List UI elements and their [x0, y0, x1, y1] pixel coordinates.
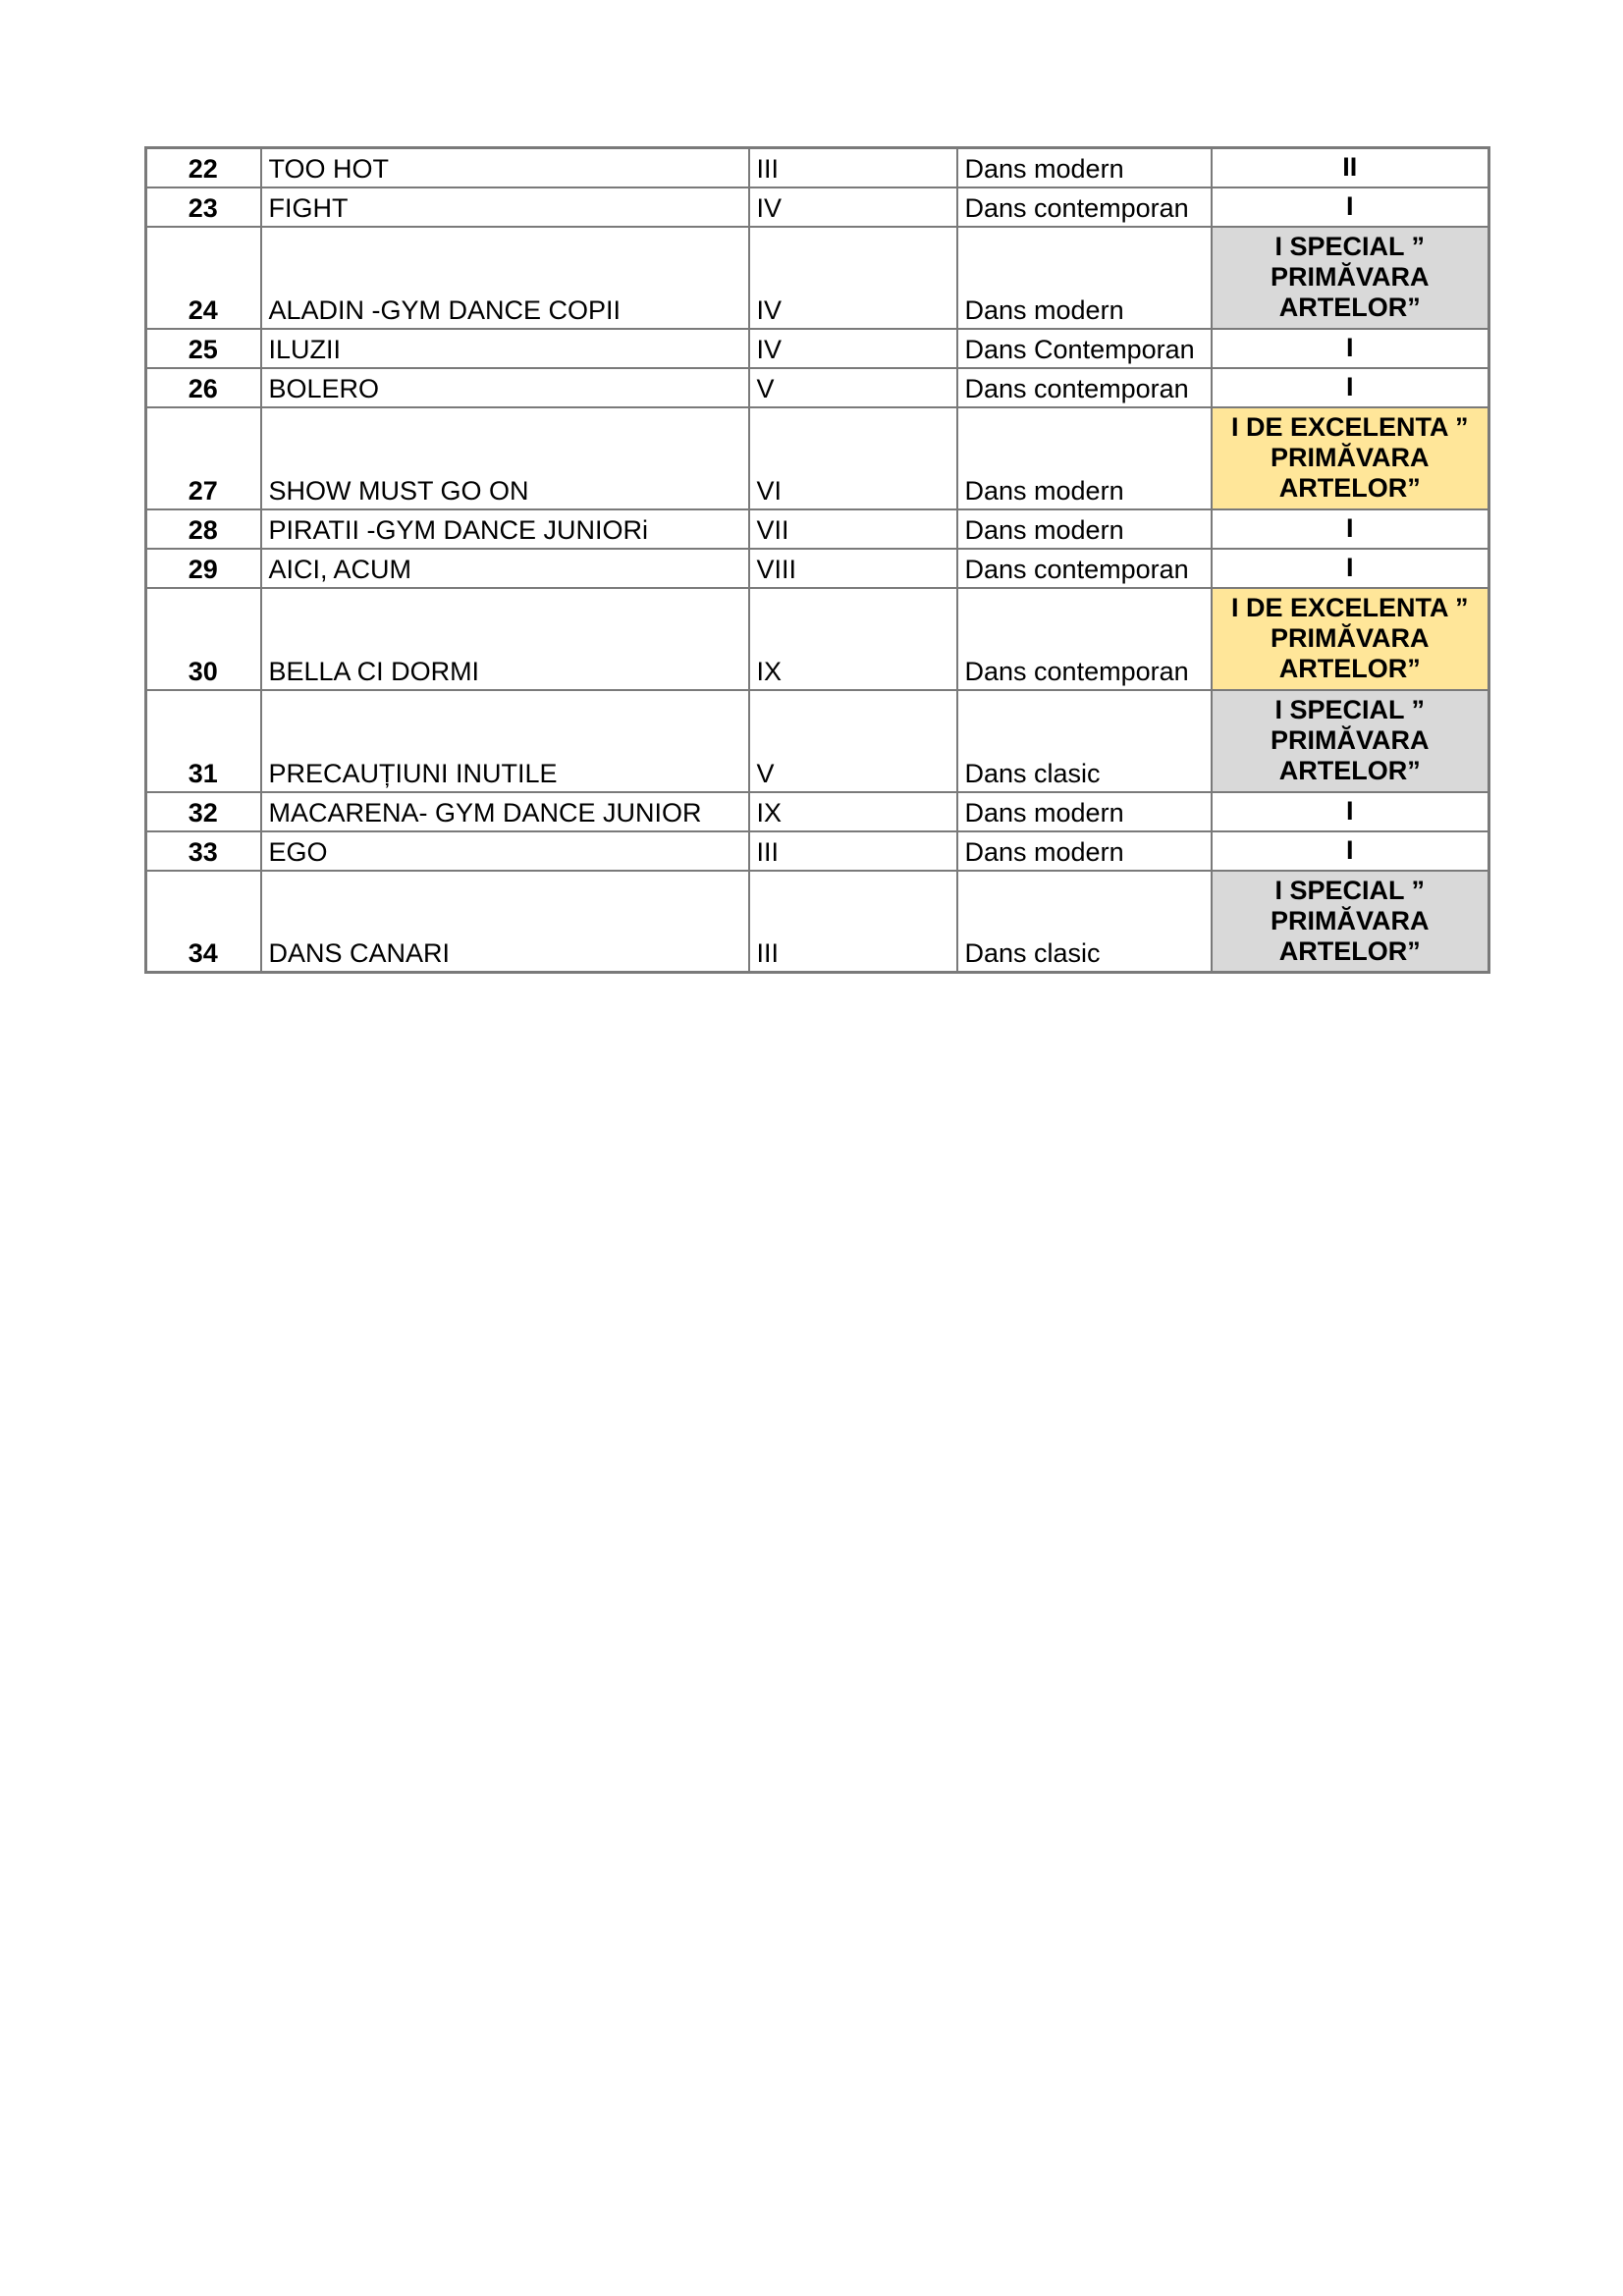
prize-text: I	[1345, 796, 1354, 826]
prize-text: I	[1345, 191, 1354, 221]
prize-cell	[1212, 148, 1489, 187]
row-number: 22	[146, 148, 261, 187]
performance-title: ILUZII	[261, 329, 749, 368]
performance-title: SHOW MUST GO ON	[261, 407, 749, 509]
table-row	[146, 148, 1489, 187]
table-row	[146, 588, 1489, 690]
grade-cell: IV	[749, 329, 957, 368]
table-row	[146, 549, 1489, 588]
row-number: 25	[146, 329, 261, 368]
performance-title: BELLA CI DORMI	[261, 588, 749, 690]
prize-text: I	[1345, 372, 1354, 401]
performance-title: PRECAUȚIUNI INUTILE	[261, 690, 749, 792]
row-number: 32	[146, 792, 261, 831]
prize-cell	[1212, 588, 1489, 690]
table-row	[146, 871, 1489, 973]
table-row	[146, 368, 1489, 407]
performance-title: TOO HOT	[261, 148, 749, 187]
performance-title: BOLERO	[261, 368, 749, 407]
prize-text: II	[1342, 152, 1358, 183]
section-cell: Dans contemporan	[957, 549, 1212, 588]
section-cell: Dans clasic	[957, 871, 1212, 973]
table-row	[146, 792, 1489, 831]
results-table	[144, 146, 1490, 974]
prize-text: I SPECIAL ” PRIMĂVARA ARTELOR”	[1271, 232, 1430, 322]
prize-cell	[1212, 187, 1489, 227]
table-row	[146, 831, 1489, 871]
table-row	[146, 690, 1489, 792]
performance-title: MACARENA- GYM DANCE JUNIOR	[261, 792, 749, 831]
grade-cell: III	[749, 148, 957, 187]
section-cell: Dans modern	[957, 407, 1212, 509]
section-cell: Dans Contemporan	[957, 329, 1212, 368]
prize-text: I	[1345, 835, 1354, 865]
table-row	[146, 329, 1489, 368]
row-number: 33	[146, 831, 261, 871]
prize-text: I DE EXCELENTA ” PRIMĂVARA ARTELOR”	[1230, 593, 1469, 683]
row-number: 24	[146, 227, 261, 329]
prize-cell	[1212, 831, 1489, 871]
grade-cell: III	[749, 871, 957, 973]
row-number: 34	[146, 871, 261, 973]
prize-cell	[1212, 871, 1489, 973]
prize-text: I SPECIAL ” PRIMĂVARA ARTELOR”	[1271, 875, 1430, 966]
row-number: 28	[146, 509, 261, 549]
prize-cell	[1212, 509, 1489, 549]
grade-cell: V	[749, 368, 957, 407]
row-number: 23	[146, 187, 261, 227]
section-cell: Dans clasic	[957, 690, 1212, 792]
section-cell: Dans contemporan	[957, 368, 1212, 407]
section-cell: Dans contemporan	[957, 588, 1212, 690]
grade-cell: IX	[749, 588, 957, 690]
performance-title: DANS CANARI	[261, 871, 749, 973]
table-row	[146, 509, 1489, 549]
prize-text: I	[1345, 553, 1354, 582]
performance-title: AICI, ACUM	[261, 549, 749, 588]
performance-title: PIRATII -GYM DANCE JUNIORi	[261, 509, 749, 549]
grade-cell: IV	[749, 187, 957, 227]
row-number: 27	[146, 407, 261, 509]
grade-cell: V	[749, 690, 957, 792]
grade-cell: IV	[749, 227, 957, 329]
grade-cell: VII	[749, 509, 957, 549]
prize-text: I DE EXCELENTA ” PRIMĂVARA ARTELOR”	[1230, 412, 1469, 503]
prize-cell	[1212, 690, 1489, 792]
section-cell: Dans contemporan	[957, 187, 1212, 227]
prize-cell	[1212, 329, 1489, 368]
table-row	[146, 407, 1489, 509]
prize-cell	[1212, 407, 1489, 509]
prize-text: I	[1345, 513, 1354, 543]
performance-title: EGO	[261, 831, 749, 871]
table-row	[146, 227, 1489, 329]
grade-cell: VIII	[749, 549, 957, 588]
section-cell: Dans modern	[957, 831, 1212, 871]
table-row	[146, 187, 1489, 227]
prize-cell	[1212, 549, 1489, 588]
prize-cell	[1212, 227, 1489, 329]
row-number: 29	[146, 549, 261, 588]
performance-title: FIGHT	[261, 187, 749, 227]
prize-cell	[1212, 368, 1489, 407]
section-cell: Dans modern	[957, 227, 1212, 329]
section-cell: Dans modern	[957, 792, 1212, 831]
prize-text: I SPECIAL ” PRIMĂVARA ARTELOR”	[1271, 695, 1430, 785]
row-number: 31	[146, 690, 261, 792]
grade-cell: VI	[749, 407, 957, 509]
grade-cell: IX	[749, 792, 957, 831]
section-cell: Dans modern	[957, 509, 1212, 549]
performance-title: ALADIN -GYM DANCE COPII	[261, 227, 749, 329]
prize-text: I	[1345, 333, 1354, 362]
prize-cell	[1212, 792, 1489, 831]
section-cell: Dans modern	[957, 148, 1212, 187]
row-number: 26	[146, 368, 261, 407]
row-number: 30	[146, 588, 261, 690]
grade-cell: III	[749, 831, 957, 871]
